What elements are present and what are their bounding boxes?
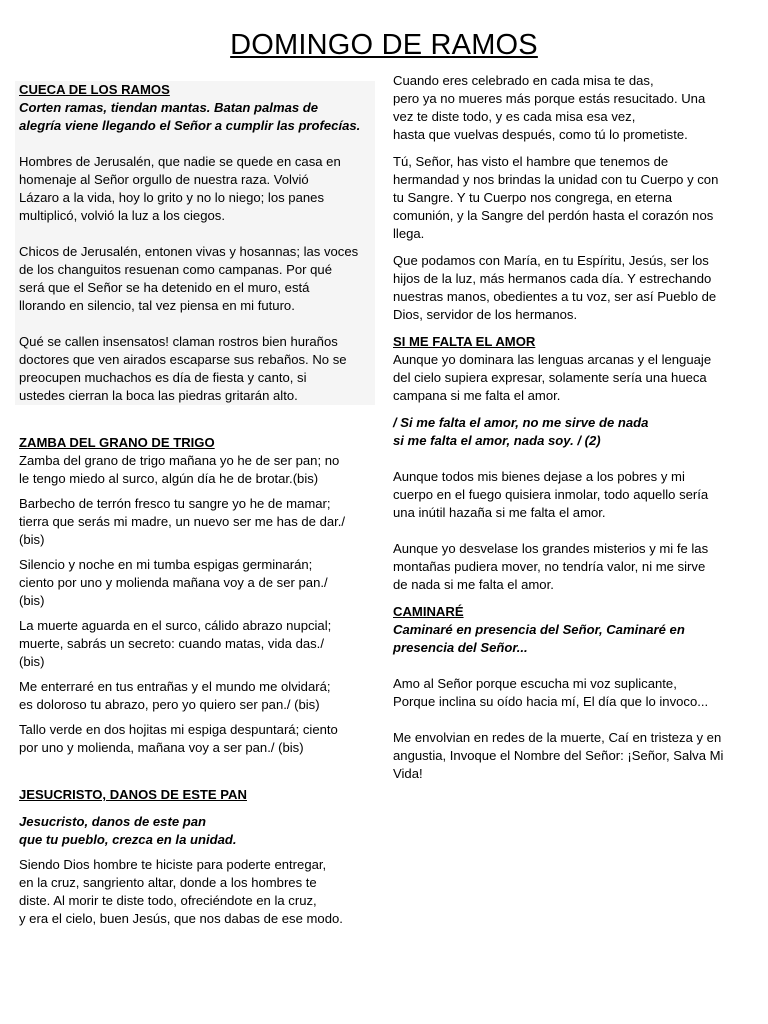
caminare-verse-1: Amo al Señor porque escucha mi voz suplicante, Porque inclina su oído hacia mí, El día que lo invoco... — [393, 676, 709, 709]
jesucristo-heading: JESUCRISTO, DANOS DE ESTE PAN — [19, 787, 247, 802]
amor-verse-1: Aunque yo dominara las lenguas arcanas y el lenguaje del cielo supiera expresar, solamente sería una hueca campana si me falta el amor. — [393, 352, 712, 403]
cueca-verse-3: Qué se callen insensatos! claman rostros bien huraños doctores que ven airados escaparse sus rebaños. No se preocupen muchachos es día de fiesta y canto, si ustedes cierran la boca las piedras gritarán alto. — [19, 334, 347, 403]
amor-heading: SI ME FALTA EL AMOR — [393, 334, 536, 349]
jesucristo-refrain: Jesucristo, danos de este pan que tu pueblo, crezca en la unidad. — [19, 814, 237, 847]
caminare-heading: CAMINARÉ — [393, 604, 464, 619]
amor-refrain: / Si me falta el amor, no me sirve de nada si me falta el amor, nada soy. / (2) — [393, 415, 649, 448]
zamba-verse-4: La muerte aguarda en el surco, cálido abrazo nupcial; muerte, sabrás un secreto: cuando matas, vida das./ (bis) — [19, 618, 332, 669]
jesucristo-verse-4: Que podamos con María, en tu Espíritu, Jesús, ser los hijos de la luz, más hermanos cada día. Y estrechando nuestras manos, obedientes a tu voz, ser así Pueblo de Dios, servidor de los hermanos. — [393, 253, 717, 322]
jesucristo-verse-2: Cuando eres celebrado en cada misa te das, pero ya no mueres más porque estás resucitado. Una vez te diste todo, y es cada misa esa vez, hasta que vuelvas después, como tú lo prometiste. — [393, 73, 706, 142]
amor-verse-2: Aunque todos mis bienes dejase a los pobres y mi cuerpo en el fuego quisiera inmolar, todo aquello sería una inútil hazaña si me falta el amor. — [393, 469, 709, 520]
zamba-verse-6: Tallo verde en dos hojitas mi espiga despuntará; ciento por uno y molienda, mañana voy a ser pan./ (bis) — [19, 722, 338, 755]
page-title: DOMINGO DE RAMOS — [230, 29, 538, 61]
zamba-verse-2: Barbecho de terrón fresco tu sangre yo he de mamar; tierra que serás mi madre, un nuevo ser me has de dar./ (bis) — [19, 496, 346, 547]
right-column — [393, 72, 753, 783]
cueca-section — [15, 81, 375, 405]
zamba-heading: ZAMBA DEL GRANO DE TRIGO — [19, 435, 215, 450]
left-column — [19, 81, 371, 928]
cueca-heading: CUECA DE LOS RAMOS — [19, 82, 170, 97]
jesucristo-verse-3: Tú, Señor, has visto el hambre que tenemos de hermandad y nos brindas la unidad con tu Cuerpo y con tu Sangre. Y tu Cuerpo nos congrega, en eterna comunión, y la Sangre del perdón hasta el corazón nos llega. — [393, 154, 719, 241]
zamba-verse-1: Zamba del grano de trigo mañana yo he de ser pan; no le tengo miedo al surco, algún día he de brotar.(bis) — [19, 453, 340, 486]
caminare-verse-2: Me envolvian en redes de la muerte, Caí en tristeza y en angustia, Invoque el Nombre del Señor: ¡Señor, Salva Mi Vida! — [393, 730, 724, 781]
cueca-refrain: Corten ramas, tiendan mantas. Batan palmas de alegría viene llegando el Señor a cumplir las profecías. — [19, 100, 361, 133]
cueca-verse-2: Chicos de Jerusalén, entonen vivas y hosannas; las voces de los changuitos resuenan como campanas. Por qué será que el Señor se ha detenido en el muro, está llorando en silencio, tal vez piensa en mi futuro. — [19, 244, 359, 313]
amor-verse-3: Aunque yo desvelase los grandes misterios y mi fe las montañas pudiera mover, no tendría valor, ni me sirve de nada si me falta el amor. — [393, 541, 709, 592]
jesucristo-verse-1: Siendo Dios hombre te hiciste para poderte entregar, en la cruz, sangriento altar, donde a los hombres te diste. Al morir te diste todo, ofreciéndote en la cruz, y era el cielo, buen Jesús, que nos dabas de ese modo. — [19, 857, 343, 926]
zamba-verse-3: Silencio y noche en mi tumba espigas germinarán; ciento por uno y molienda mañana voy a de ser pan./ (bis) — [19, 557, 328, 608]
cueca-verse-1: Hombres de Jerusalén, que nadie se quede en casa en homenaje al Señor orgullo de nuestra raza. Volvió Lázaro a la vida, hoy lo grito y no lo niego; los panes multiplicó, volvió la luz a los ciegos. — [19, 154, 341, 223]
zamba-verse-5: Me enterraré en tus entrañas y el mundo me olvidará; es doloroso tu abrazo, pero yo quiero ser pan./ (bis) — [19, 679, 331, 712]
caminare-refrain: Caminaré en presencia del Señor, Caminaré en presencia del Señor... — [393, 622, 685, 655]
